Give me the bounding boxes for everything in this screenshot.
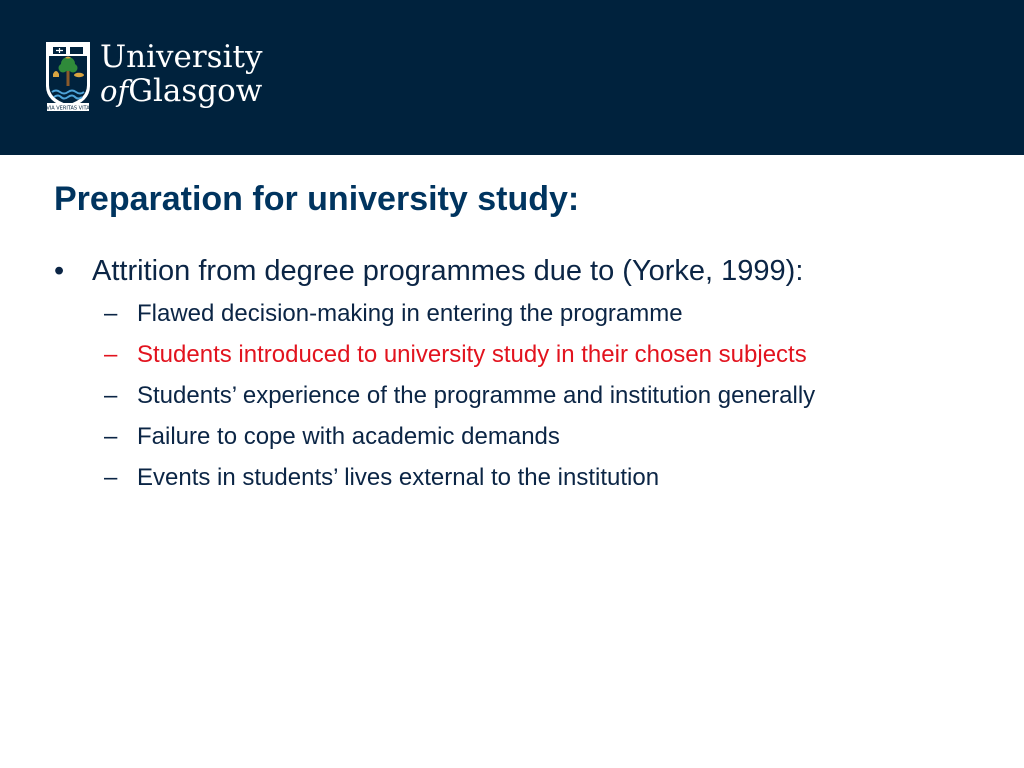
slide-content — [54, 255, 994, 505]
sub-item-text: Events in students’ lives external to the institution — [137, 464, 660, 491]
sub-item-dash: – — [104, 341, 118, 368]
crest-icon — [44, 40, 92, 112]
wordmark-glasgow: Glasgow — [128, 73, 263, 109]
bullet-marker: • — [54, 255, 65, 287]
slide-title: Preparation for university study: — [54, 180, 580, 218]
sub-item — [104, 300, 994, 341]
sub-item-dash: – — [104, 382, 118, 409]
wordmark-line1: University — [100, 39, 263, 75]
sub-item-highlighted — [104, 341, 994, 382]
sub-item-dash: – — [104, 300, 118, 327]
sub-item — [104, 423, 994, 464]
university-logo — [44, 40, 274, 115]
sub-item-text: Flawed decision-making in entering the programme — [137, 300, 683, 327]
bullet-text: Attrition from degree programmes due to (Yorke, 1999): — [92, 255, 804, 287]
sub-item-text: Students’ experience of the programme and institution generally — [137, 382, 816, 409]
bullet-item — [54, 255, 994, 288]
sub-item-text: Students introduced to university study in their chosen subjects — [137, 341, 807, 368]
sub-item — [104, 382, 994, 423]
sub-item-dash: – — [104, 423, 118, 450]
wordmark-line2 — [100, 73, 263, 109]
sub-item-list — [104, 300, 994, 505]
sub-item — [104, 464, 994, 505]
sub-item-dash: – — [104, 464, 118, 491]
sub-item-text: Failure to cope with academic demands — [137, 423, 560, 450]
wordmark — [100, 40, 262, 107]
wordmark-of: of — [100, 74, 129, 108]
header-band — [0, 0, 1024, 155]
crest-motto: VIA VERITAS VITA — [46, 105, 90, 112]
